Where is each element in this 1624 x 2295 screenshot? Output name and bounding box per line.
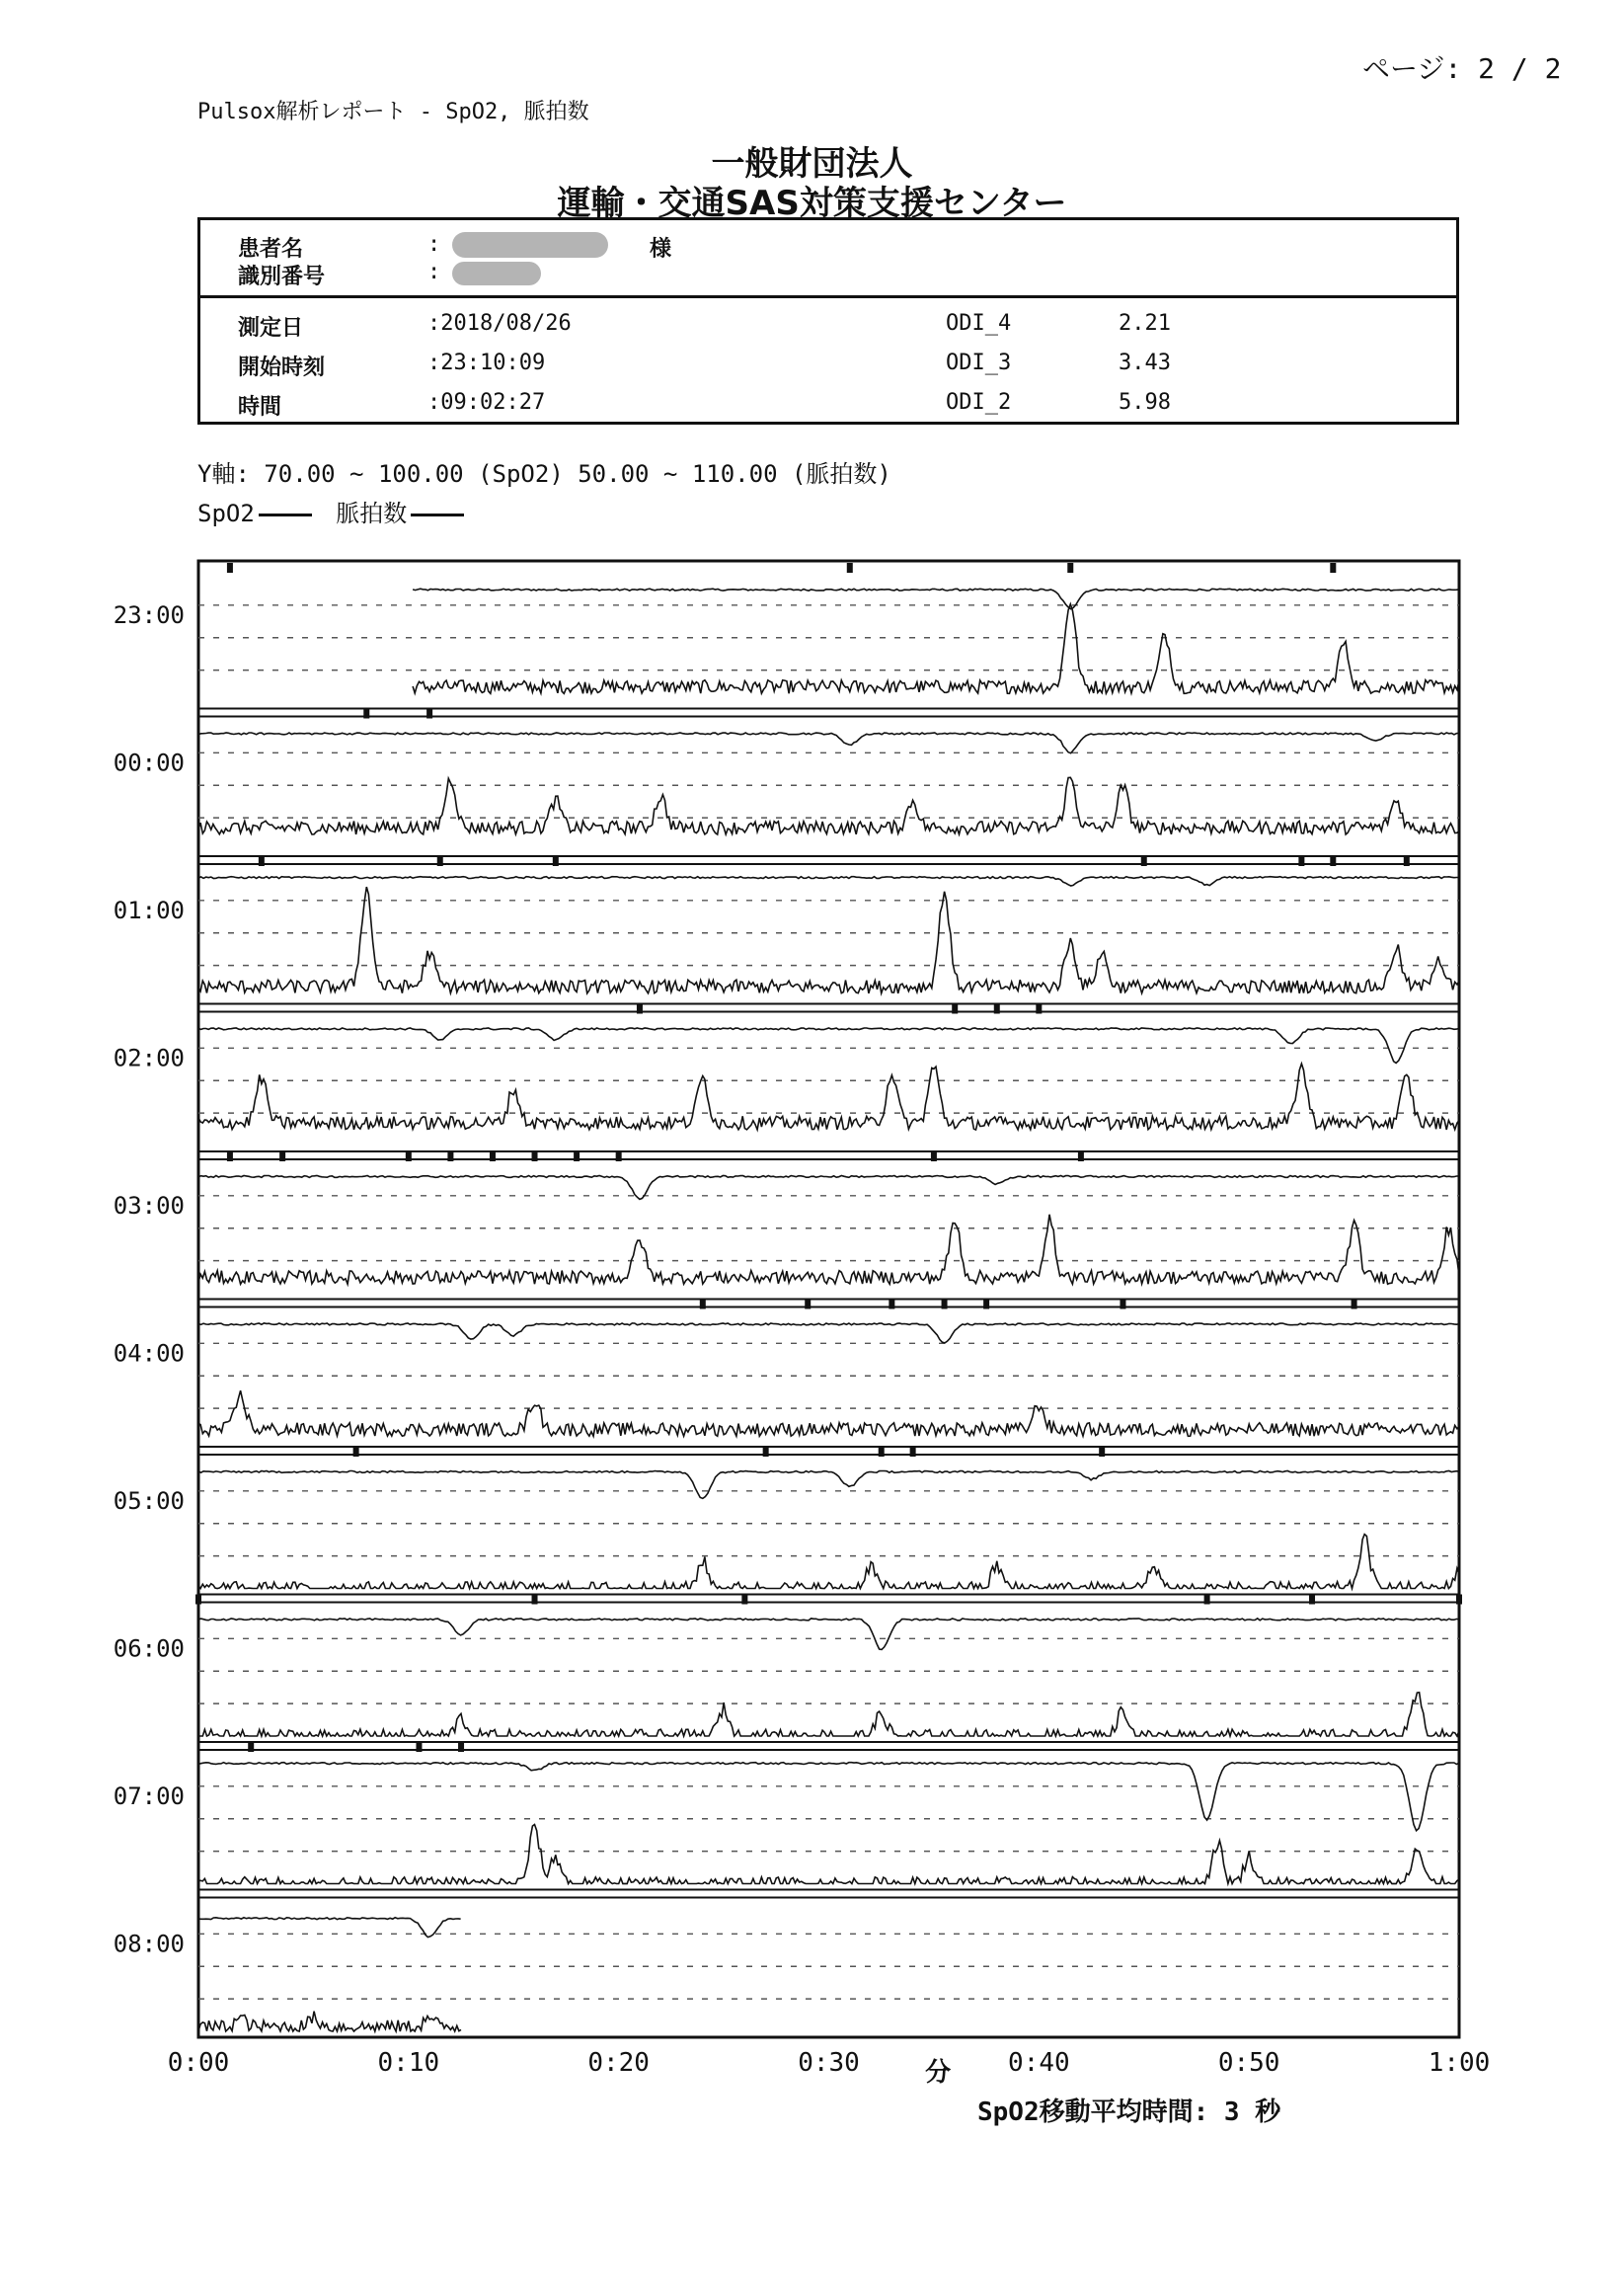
event-marker [532, 1595, 538, 1605]
row-0200 [114, 1004, 1459, 1131]
row-hour-label: 23:00 [113, 600, 185, 629]
duration-value: :09:02:27 [427, 390, 546, 415]
event-marker [700, 1300, 706, 1309]
row-0300 [114, 1151, 1459, 1284]
spo2-trace [198, 1028, 1459, 1064]
row-hour-label: 03:00 [113, 1191, 185, 1220]
event-marker [1404, 856, 1410, 866]
x-tick-label: 0:30 [798, 2048, 860, 2078]
row-hour-label: 08:00 [113, 1930, 185, 1958]
event-marker [616, 1151, 622, 1161]
event-marker [889, 1300, 894, 1309]
event-marker [1204, 1595, 1210, 1605]
pulse-trace [198, 1064, 1459, 1130]
pulse-trace [198, 2012, 461, 2031]
pulse-trace [198, 887, 1459, 993]
event-marker [763, 1447, 769, 1457]
pulse-trace [198, 777, 1459, 834]
start-time-value: :23:10:09 [427, 351, 546, 375]
pulse-trace [198, 1390, 1459, 1436]
event-marker [1352, 1300, 1357, 1309]
row-0500 [114, 1447, 1459, 1589]
row-0400 [114, 1300, 1459, 1437]
organization-type: 一般財団法人 [711, 144, 913, 184]
spo2-trace [198, 733, 1459, 753]
odi2-label: ODI_2 [946, 390, 1012, 415]
row-0600 [114, 1595, 1462, 1737]
row-hour-label: 04:00 [113, 1339, 185, 1368]
row-2300 [114, 563, 1459, 693]
odi4-label: ODI_4 [946, 311, 1012, 336]
event-marker [1456, 1595, 1462, 1605]
event-marker [363, 709, 369, 719]
report-title: Pulsox解析レポート - SpO2, 脈拍数 [197, 100, 589, 124]
spo2-trace [198, 1763, 1459, 1831]
event-marker [805, 1300, 811, 1309]
event-marker [490, 1151, 496, 1161]
x-tick-label: 0:50 [1217, 2048, 1280, 2078]
odi4-value: 2.21 [1119, 311, 1171, 336]
event-marker [458, 1742, 464, 1752]
x-tick-label: 0:20 [587, 2048, 650, 2078]
patient-id-label: 識別番号 [238, 265, 326, 289]
page-number: ページ: 2 / 2 [1362, 52, 1562, 85]
event-marker [910, 1447, 916, 1457]
x-axis-label: 分 [925, 2058, 952, 2088]
event-marker [1036, 1004, 1042, 1014]
row-hour-label: 00:00 [113, 749, 185, 777]
spo2-trace [198, 1471, 1459, 1499]
patient-name-suffix: 様 [650, 237, 672, 262]
organization-name: 運輸・交通SAS対策支援センター [557, 184, 1067, 223]
event-marker [983, 1300, 989, 1309]
duration-label: 時間 [238, 395, 282, 420]
event-marker [574, 1151, 580, 1161]
pulse-trace [198, 1693, 1459, 1736]
event-marker [942, 1300, 948, 1309]
legend-spo2-label: SpO2 [197, 500, 255, 527]
odi2-value: 5.98 [1119, 390, 1171, 415]
start-time-label: 開始時刻 [238, 356, 326, 380]
event-marker [1141, 856, 1147, 866]
event-marker [553, 856, 559, 866]
event-marker [416, 1742, 422, 1752]
event-marker [279, 1151, 285, 1161]
event-marker [353, 1447, 359, 1457]
legend-pulse-label: 脈拍数 [336, 500, 408, 527]
event-marker [1120, 1300, 1125, 1309]
row-0800 [114, 1890, 1459, 2032]
x-tick-label: 0:00 [167, 2048, 230, 2078]
patient-name-label: 患者名 [238, 237, 304, 262]
y-axis-description: Y軸: 70.00 ~ 100.00 (SpO2) 50.00 ~ 110.00 (脈拍数) [197, 460, 891, 488]
event-marker [1309, 1595, 1315, 1605]
event-marker [426, 709, 432, 719]
measure-date-value: :2018/08/26 [427, 311, 572, 336]
event-marker [259, 856, 265, 866]
event-marker [1078, 1151, 1084, 1161]
event-marker [637, 1004, 643, 1014]
event-marker [437, 856, 443, 866]
event-marker [1298, 856, 1304, 866]
event-marker [447, 1151, 453, 1161]
event-marker [847, 563, 853, 573]
spo2-average-note: SpO2移動平均時間: 3 秒 [977, 2097, 1281, 2127]
event-marker [406, 1151, 412, 1161]
event-marker [227, 1151, 233, 1161]
pulse-trace [198, 1535, 1459, 1589]
odi3-label: ODI_3 [946, 351, 1012, 375]
row-0000 [114, 709, 1459, 835]
measure-date-label: 測定日 [238, 316, 304, 341]
event-marker [248, 1742, 254, 1752]
pulse-trace [198, 1825, 1459, 1884]
row-hour-label: 05:00 [113, 1486, 185, 1515]
row-hour-label: 01:00 [113, 896, 185, 924]
x-tick-label: 0:10 [377, 2048, 440, 2078]
row-0700 [114, 1742, 1459, 1884]
event-marker [931, 1151, 937, 1161]
odi3-value: 3.43 [1119, 351, 1171, 375]
pulse-trace [198, 1215, 1459, 1285]
x-tick-label: 1:00 [1428, 2048, 1491, 2078]
event-marker [195, 1595, 201, 1605]
x-tick-label: 0:40 [1008, 2048, 1070, 2078]
event-marker [532, 1151, 538, 1161]
spo2-trace [413, 589, 1459, 609]
event-marker [1330, 563, 1336, 573]
spo2-trace [198, 877, 1459, 886]
event-marker [994, 1004, 1000, 1014]
event-marker [227, 563, 233, 573]
patient-name-value: : [427, 232, 441, 257]
pulse-trace [413, 604, 1459, 694]
spo2-trace [198, 1619, 1459, 1650]
row-hour-label: 07:00 [113, 1781, 185, 1810]
event-marker [741, 1595, 747, 1605]
row-hour-label: 06:00 [113, 1634, 185, 1663]
event-marker [1067, 563, 1073, 573]
event-marker [1330, 856, 1336, 866]
row-0100 [114, 856, 1459, 993]
row-hour-label: 02:00 [113, 1044, 185, 1072]
event-marker [1099, 1447, 1105, 1457]
event-marker [879, 1447, 885, 1457]
spo2-trace [198, 1323, 1459, 1343]
event-marker [952, 1004, 958, 1014]
patient-id-value: : [427, 260, 441, 284]
